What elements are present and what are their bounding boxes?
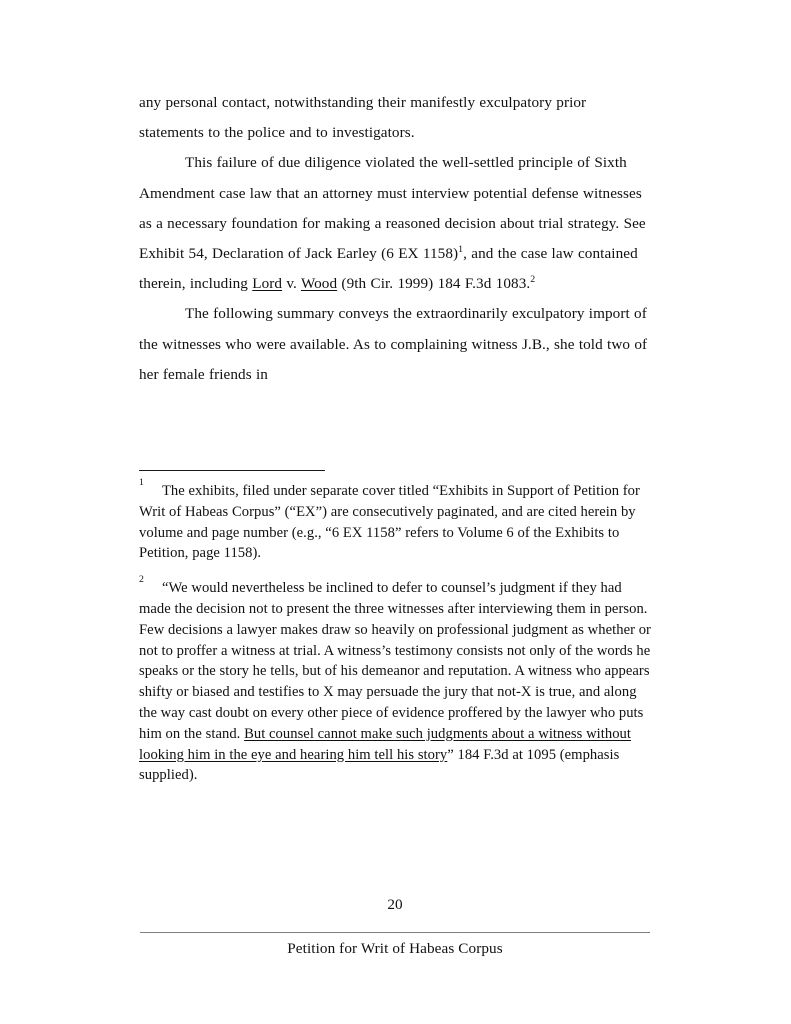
footnote-2-quote-close: ” 184 F.3d at 1095 (emphasis supplied). (139, 746, 620, 784)
case-citation-text: (9th Cir. 1999) 184 F.3d 1083. (337, 275, 531, 293)
footnote-2-quote-lead: “We would nevertheless be inclined to defer to counsel’s judgment if they had made the decision not to present the three witnesses after interviewing them in person. Few decisions a lawyer makes draw so heavily on professional judgment as whether or not to proffer a witness at trial. A witness’s testimony consists not only of the words he speaks or the story he tells, but of his demeanor and reputation. A witness who appears shifty or biased and testifies to X may persuade the jury that not-X is true, and along the way cast doubt on every other piece of evidence proffered by the lawyer who puts him on the stand. (139, 580, 651, 742)
footnote-2-marker: 2 (139, 574, 144, 586)
case-name-versus: v. (282, 275, 301, 293)
case-name-plaintiff: Lord (252, 275, 283, 293)
footnote-1-marker: 1 (139, 477, 144, 488)
case-name-defendant: Wood (300, 275, 338, 293)
footnote-1-text: The exhibits, filed under separate cover titled “Exhibits in Support of Petition for Writ of Habeas Corpus” (“EX”) are consecutively paginated, and are cited herein by volume and page number (e.g., “6 EX 1158” refers to Volume 6 of the Exhibits to Petition, page 1158). (139, 483, 640, 562)
body-text-block (139, 88, 651, 390)
paragraph-continued: any personal contact, notwithstanding their manifestly exculpatory prior statements to the police and to investigators. (139, 94, 587, 142)
footer-running-title: Petition for Writ of Habeas Corpus (287, 940, 503, 957)
footnote-separator-rule (139, 470, 325, 471)
footnote-area (139, 470, 654, 786)
paragraph-middle-text: , and the case law contained therein, including (139, 245, 638, 293)
paragraph-lead-text: This failure of due diligence violated the well-settled principle of Sixth Amendment case law that an attorney must interview potential defense witnesses as a necessary foundation for making a reasoned decision about trial strategy. See Exhibit 54, Declaration of Jack Earley (6 EX 1158) (139, 154, 646, 263)
footnote-reference-1[interactable]: 1 (458, 244, 464, 256)
paragraph-due-diligence (139, 148, 651, 299)
page-number: 20 (387, 896, 403, 913)
footnote-1 (139, 477, 654, 564)
footer-divider-rule (140, 932, 650, 933)
paragraph-summary: The following summary conveys the extraordinarily exculpatory import of the witnesses who were available. As to complaining witness J.B., she told two of her female friends in (139, 305, 648, 383)
footnote-reference-2[interactable]: 2 (530, 274, 536, 286)
footnote-2 (139, 574, 654, 786)
footnote-2-emphasized-passage: But counsel cannot make such judgments about a witness without looking him in the eye and hearing him tell his story (139, 725, 632, 763)
